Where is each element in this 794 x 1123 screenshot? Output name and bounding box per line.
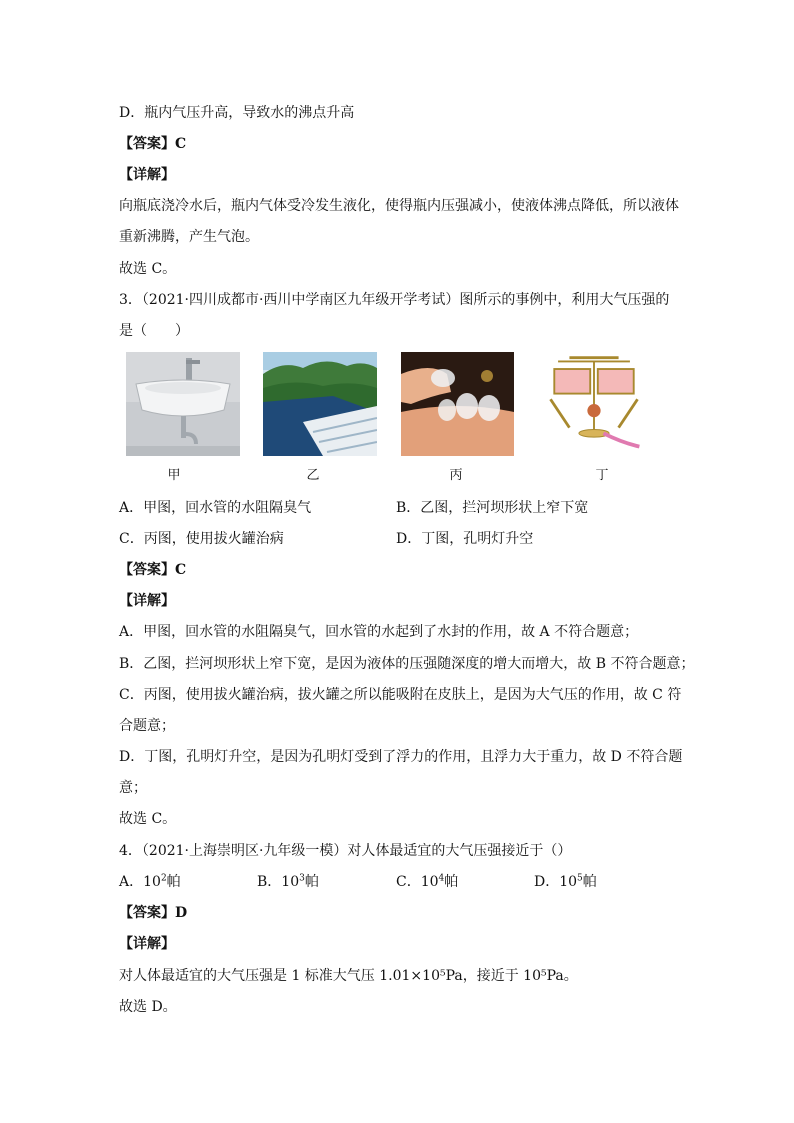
q3-detail-heading: 【详解】 (119, 593, 175, 609)
q3-detail-c-line1: C．丙图，使用拔火罐治病，拔火罐之所以能吸附在皮肤上，是因为大气压的作用，故 C 符 (119, 687, 682, 703)
kongming-lantern-image (538, 352, 650, 456)
q3-detail-b: B．乙图，拦河坝形状上窄下宽，是因为液体的压强随深度的增大而增大，故 B 不符合题意； (119, 656, 695, 672)
q4-explanation: 对人体最适宜的大气压强是 1 标准大气压 1.01×10⁵Pa，接近于 10⁵Pa。 (119, 968, 578, 984)
q3-option-a: A．甲图，回水管的水阻隔臭气 (119, 500, 312, 516)
q4-detail-heading: 【详解】 (119, 936, 175, 952)
q3-conclusion: 故选 C。 (119, 811, 177, 827)
q3-stem-line2: 是（ ） (119, 323, 189, 339)
q3-stem-line1: 3．（2021·四川成都市·西川中学南区九年级开学考试）图所示的事例中，利用大气压强的 (119, 292, 670, 308)
q4-conclusion: 故选 D。 (119, 999, 177, 1015)
q3-option-d: D．丁图，孔明灯升空 (396, 531, 534, 547)
q4-stem: 4．（2021·上海崇明区·九年级一模）对人体最适宜的大气压强接近于（） (119, 843, 572, 859)
q4-option-d: D．$10^5$帕 (534, 873, 597, 890)
q3-detail-d-line2: 意； (119, 780, 147, 796)
q2-conclusion: 故选 C。 (119, 261, 177, 277)
q3-detail-d-line1: D．丁图，孔明灯升空，是因为孔明灯受到了浮力的作用，且浮力大于重力，故 D 不符合题 (119, 749, 683, 765)
caption-ding: 丁 (595, 468, 609, 483)
cupping-image (401, 352, 514, 456)
dam-image (263, 352, 377, 456)
q2-explanation-line2: 重新沸腾，产生气泡。 (119, 229, 259, 245)
q3-detail-c-line2: 合题意； (119, 718, 175, 734)
q3-option-b: B．乙图，拦河坝形状上窄下宽 (396, 500, 589, 516)
q4-option-b: B．$10^3$帕 (257, 873, 319, 890)
q2-explanation-line1: 向瓶底浇冷水后，瓶内气体受冷发生液化，使得瓶内压强减小，使液体沸点降低，所以液体 (119, 198, 679, 214)
q2-detail-heading: 【详解】 (119, 167, 175, 183)
q4-option-a: A．$10^2$帕 (119, 873, 181, 890)
q4-option-c: C．$10^4$帕 (396, 873, 459, 890)
caption-jia: 甲 (167, 468, 181, 483)
q3-detail-a: A．甲图，回水管的水阻隔臭气，回水管的水起到了水封的作用，故 A 不符合题意； (119, 624, 639, 640)
caption-bing: 丙 (449, 468, 463, 483)
q4-answer: 【答案】D (119, 905, 188, 921)
caption-yi: 乙 (306, 468, 320, 483)
q2-answer: 【答案】C (119, 136, 187, 152)
q3-option-c: C．丙图，使用拔火罐治病 (119, 531, 284, 547)
sink-image (126, 352, 240, 456)
prev-question-option-d: D．瓶内气压升高，导致水的沸点升高 (119, 105, 355, 121)
q3-answer: 【答案】C (119, 562, 187, 578)
